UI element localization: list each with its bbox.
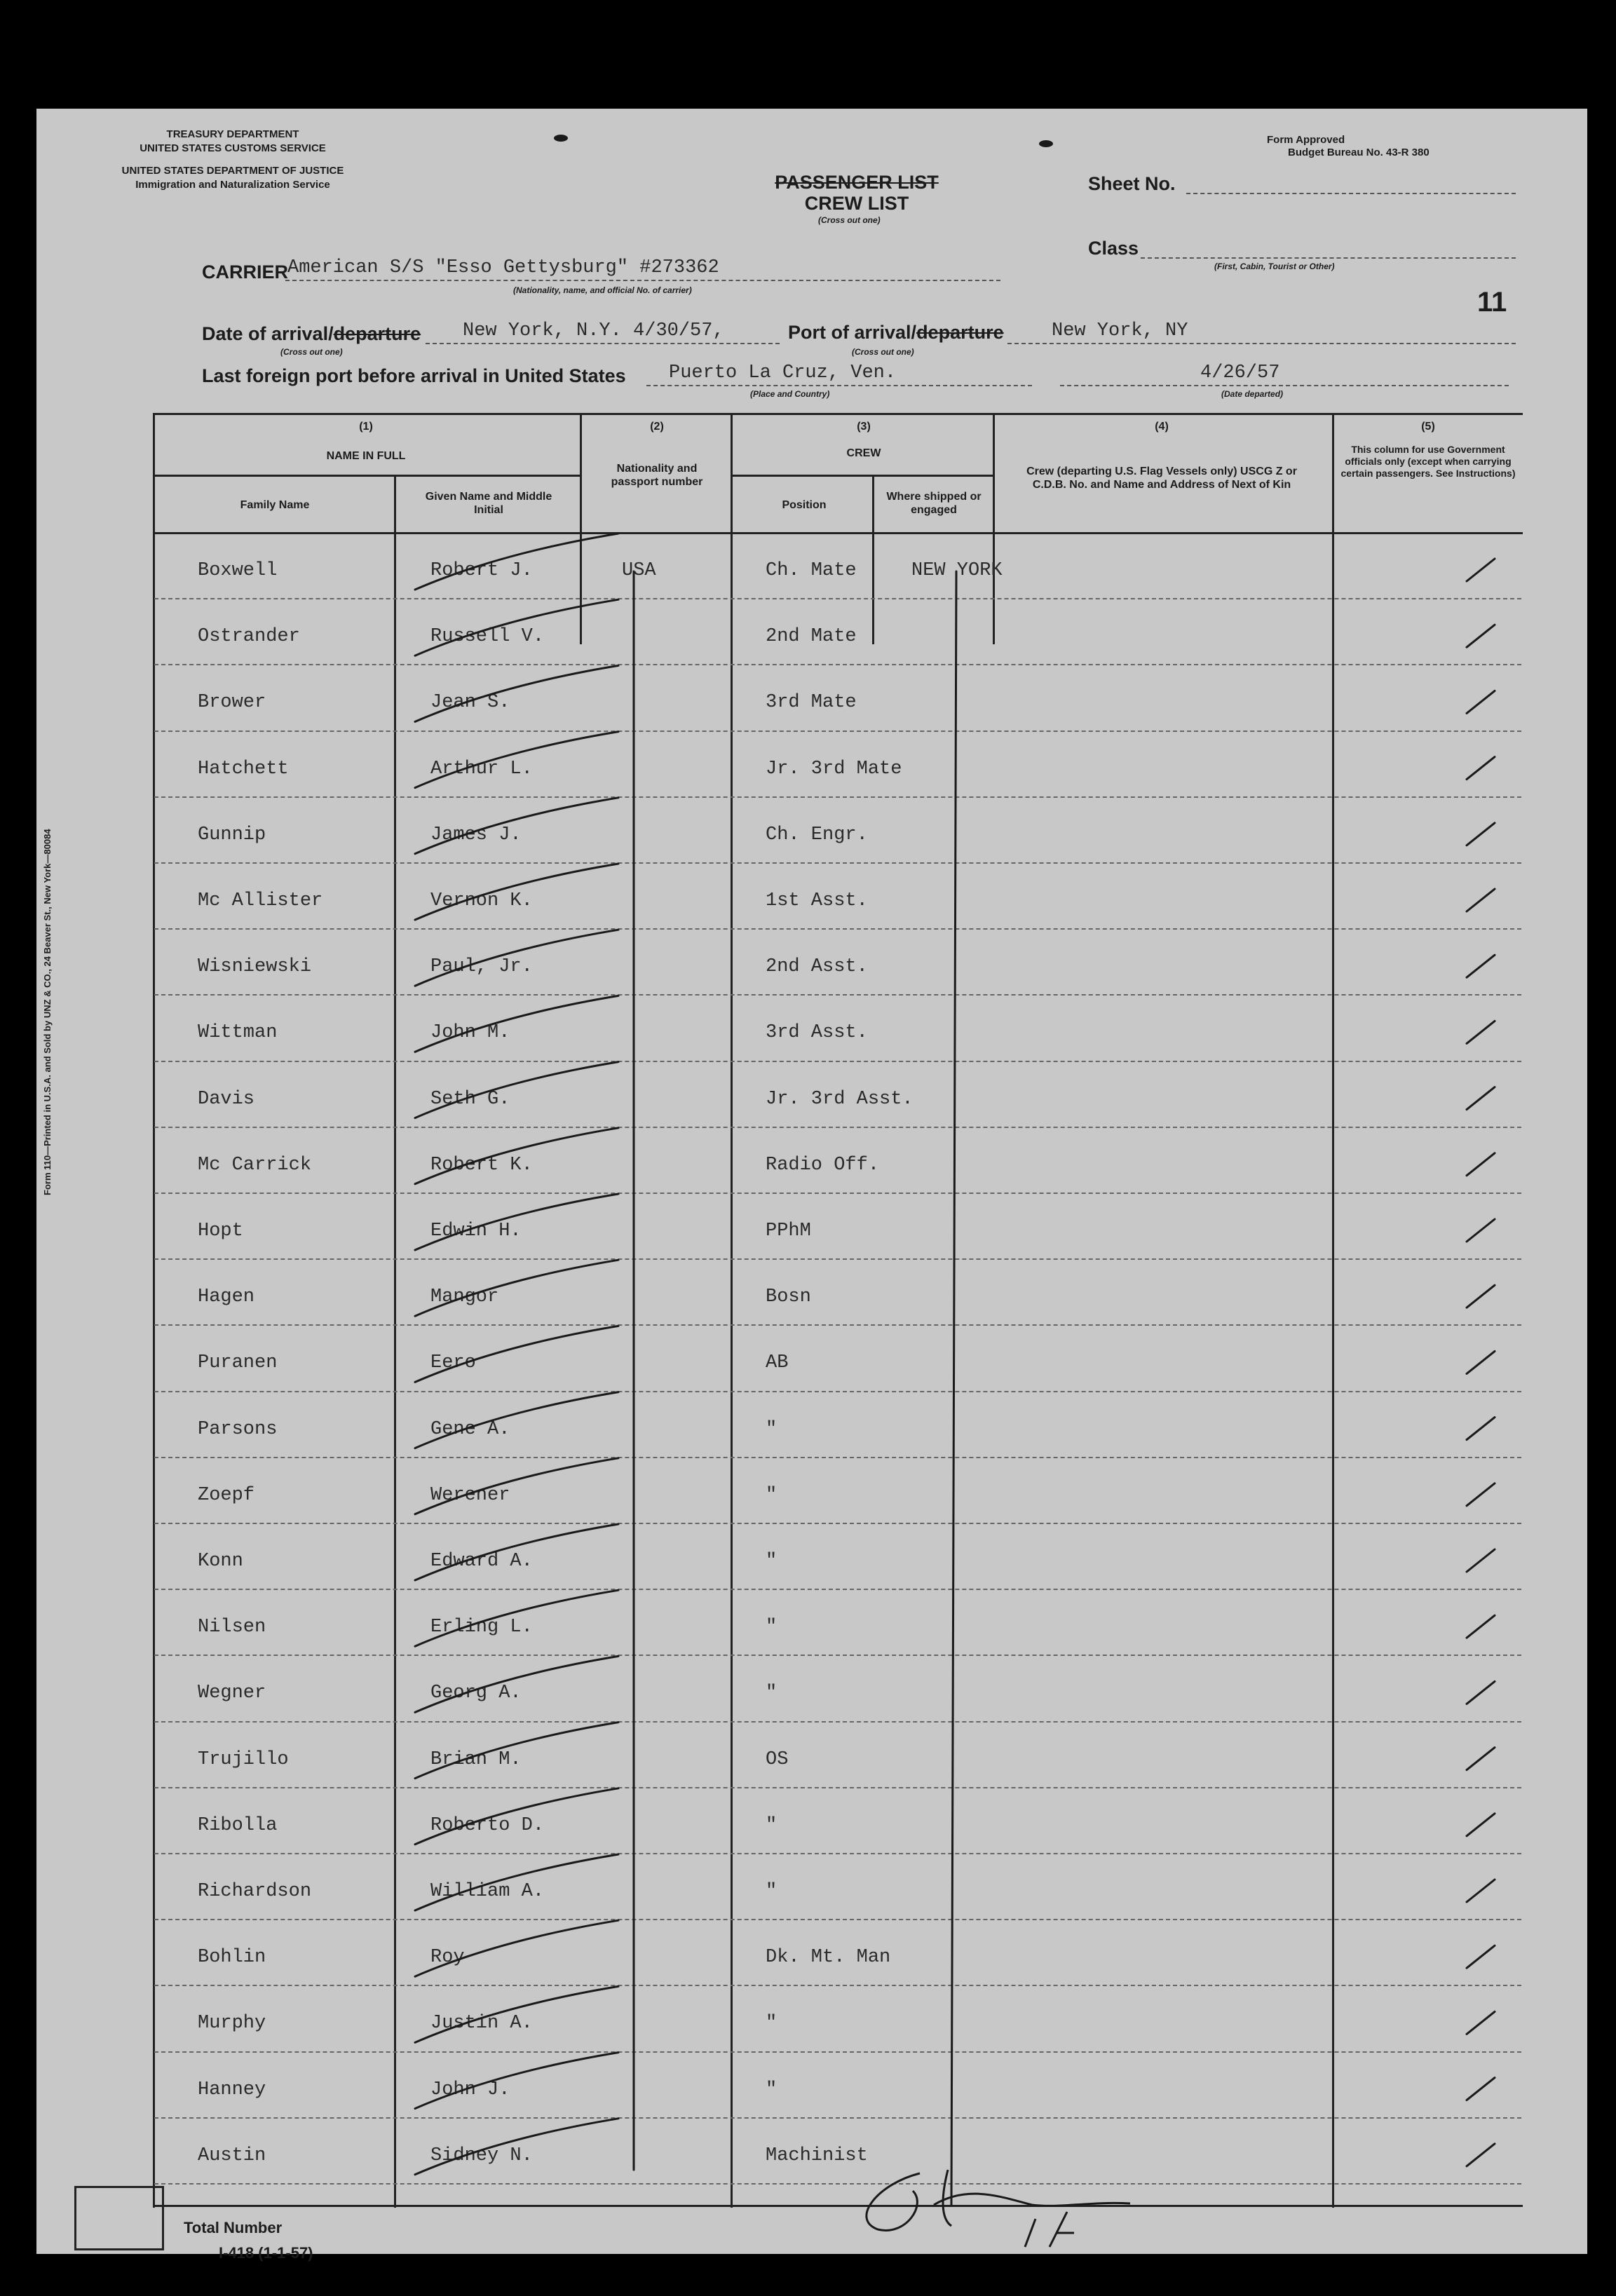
official-check-mark (1467, 1814, 1495, 1836)
col1-title: NAME IN FULL (326, 450, 406, 462)
table-left-border (153, 413, 155, 2208)
official-check-mark (1467, 2144, 1495, 2166)
divider-kin-official (1332, 413, 1334, 2208)
col3b-where-shipped: Where shipped or engaged (886, 491, 982, 516)
row-separator (154, 1721, 1521, 1723)
official-check-mark (1467, 1615, 1495, 1638)
date-departed-value: 4/26/57 (1200, 362, 1280, 383)
official-check-mark (1467, 757, 1495, 780)
shipped-ditto-line (951, 571, 956, 2205)
list-type-note: (Cross out one) (818, 215, 881, 225)
table-bottom-border (153, 2205, 1523, 2207)
row-separator (154, 1919, 1521, 1920)
position: Jr. 3rd Mate (766, 758, 902, 780)
given-name: Seth G. (430, 1088, 510, 1110)
official-check-mark (1467, 2011, 1495, 2034)
row-separator (154, 1523, 1521, 1524)
family-name: Nilsen (198, 1617, 266, 1638)
family-name: Trujillo (198, 1748, 289, 1770)
carrier-value: American S/S "Esso Gettysburg" #273362 (287, 257, 719, 278)
family-name: Gunnip (198, 824, 266, 845)
row-separator (154, 2117, 1521, 2119)
given-name: Roy (430, 1947, 465, 1969)
official-check-mark (1467, 691, 1495, 713)
position: 2nd Mate (766, 626, 857, 648)
last-port-line (646, 385, 1032, 386)
divider-family-given (394, 475, 396, 2208)
official-check-mark (1467, 1681, 1495, 1704)
given-name: Werener (430, 1484, 510, 1506)
given-name: Edwin H. (430, 1221, 522, 1242)
position: 1st Asst. (766, 890, 868, 911)
family-name: Wegner (198, 1683, 266, 1704)
given-name: Robert J. (430, 560, 533, 581)
position: Bosn (766, 1286, 811, 1308)
col1-number: (1) (359, 421, 373, 433)
position: Ch. Engr. (766, 824, 868, 845)
position: Dk. Mt. Man (766, 1947, 891, 1969)
official-check-mark (1467, 889, 1495, 911)
port-arrival-line (1007, 343, 1516, 344)
family-name: Mc Allister (198, 890, 323, 911)
date-departure-struck: departure (333, 323, 421, 344)
official-check-mark (1467, 1285, 1495, 1307)
family-name: Ribolla (198, 1814, 278, 1836)
row-separator (154, 1324, 1521, 1326)
official-check-mark (1467, 1021, 1495, 1043)
position: " (766, 1551, 778, 1572)
carrier-note: (Nationality, name, and official No. of carrier) (513, 285, 692, 295)
row-separator (154, 1193, 1521, 1194)
date-arrival-line (426, 343, 780, 344)
family-name: Mc Carrick (198, 1154, 312, 1176)
agency-line-2: UNITED STATES CUSTOMS SERVICE (140, 142, 326, 154)
divider-position-shipped (872, 475, 874, 644)
family-name: Davis (198, 1088, 255, 1110)
port-arrival-value: New York, NY (1052, 320, 1188, 341)
position: " (766, 1683, 778, 1704)
family-name: Hatchett (198, 758, 289, 780)
official-check-mark (1467, 955, 1495, 977)
agency-line-4: Immigration and Naturalization Service (135, 179, 330, 191)
row-separator (154, 2183, 1521, 2185)
class-label: Class (1088, 238, 1139, 259)
date-arrival-label (202, 323, 421, 345)
name-subheader-line (153, 475, 582, 477)
given-name: Justin A. (430, 2013, 533, 2035)
official-check-mark (1467, 559, 1495, 581)
nationality: USA (622, 560, 656, 581)
divider-nationality-crew (731, 413, 733, 2208)
port-arrival-label-a: Port of arrival/ (788, 322, 917, 343)
official-check-mark (1467, 1153, 1495, 1176)
row-separator (154, 664, 1521, 665)
family-name: Boxwell (198, 560, 278, 581)
divider-crew-kin (993, 413, 995, 644)
given-name: Erling L. (430, 1617, 533, 1638)
family-name: Austin (198, 2145, 266, 2166)
page-number: 11 (1477, 287, 1507, 318)
given-name: Vernon K. (430, 890, 533, 911)
given-name: Edward A. (430, 1551, 533, 1572)
row-separator (154, 731, 1521, 732)
handwriting-marks (36, 109, 1587, 2254)
position: Ch. Mate (766, 560, 857, 581)
family-name: Brower (198, 692, 266, 714)
row-separator (154, 1655, 1521, 1656)
col3a-position: Position (782, 499, 827, 511)
class-line (1141, 257, 1516, 259)
family-name: Murphy (198, 2013, 266, 2035)
family-name: Konn (198, 1551, 243, 1572)
printer-imprint: Form 110—Printed in U.S.A. and Sold by UNZ & CO., 24 Beaver St., New York—80084 (42, 829, 53, 1195)
given-name: Robert K. (430, 1154, 533, 1176)
row-separator (154, 2051, 1521, 2053)
position: " (766, 2079, 778, 2100)
given-name: Russell V. (430, 626, 545, 648)
given-name: Jean S. (430, 692, 510, 714)
row-separator (154, 994, 1521, 996)
family-name: Richardson (198, 1881, 312, 1902)
row-separator (154, 1061, 1521, 1062)
passenger-list-title: PASSENGER LIST (775, 172, 939, 193)
family-name: Hopt (198, 1221, 243, 1242)
date-arrival-label-a: Date of arrival/ (202, 323, 334, 344)
official-check-mark (1467, 1549, 1495, 1572)
signature (867, 2170, 1130, 2247)
divider-name-nationality (580, 413, 582, 644)
position: " (766, 1484, 778, 1506)
last-port-label: Last foreign port before arrival in United States (202, 365, 626, 386)
carrier-label: CARRIER (202, 261, 289, 283)
given-name: Sidney N. (430, 2145, 533, 2166)
official-check-mark (1467, 2078, 1495, 2100)
given-name: Mangor (430, 1286, 499, 1308)
carrier-line (285, 280, 1000, 281)
col1a-family-name: Family Name (240, 499, 310, 511)
family-name: Zoepf (198, 1484, 255, 1506)
row-separator (154, 1127, 1521, 1128)
position: 3rd Mate (766, 692, 857, 714)
family-name: Ostrander (198, 626, 300, 648)
total-number-box (74, 2186, 164, 2250)
sheet-number-line (1186, 193, 1516, 194)
agency-line-3: UNITED STATES DEPARTMENT OF JUSTICE (121, 165, 344, 177)
row-separator (154, 1589, 1521, 1590)
given-name: Brian M. (430, 1748, 522, 1770)
class-note: (First, Cabin, Tourist or Other) (1214, 261, 1335, 271)
given-name: Gene A. (430, 1418, 510, 1440)
position: " (766, 1881, 778, 1902)
form-approved: Form Approved (1267, 134, 1345, 146)
date-arrival-value: New York, N.Y. 4/30/57, (463, 320, 724, 341)
agency-line-1: TREASURY DEPARTMENT (166, 128, 299, 140)
where-shipped: NEW YORK (911, 560, 1003, 581)
form-code: I-418 (1-1-57) (219, 2244, 313, 2262)
given-name: Arthur L. (430, 758, 533, 780)
date-arrival-note: (Cross out one) (280, 347, 343, 357)
row-separator (154, 1853, 1521, 1854)
port-arrival-note: (Cross out one) (852, 347, 914, 357)
table-top-border (153, 413, 1523, 415)
official-check-mark (1467, 1880, 1495, 1902)
position: Jr. 3rd Asst. (766, 1088, 914, 1110)
col3-title: CREW (846, 447, 881, 459)
position: Radio Off. (766, 1154, 880, 1176)
row-separator (154, 928, 1521, 930)
position: OS (766, 1748, 789, 1770)
family-name: Wisniewski (198, 956, 312, 978)
col1b-given-name: Given Name and Middle Initial (425, 491, 552, 516)
given-name: James J. (430, 824, 522, 845)
position: " (766, 1617, 778, 1638)
family-name: Wittman (198, 1022, 278, 1044)
official-check-mark (1467, 1748, 1495, 1770)
row-separator (154, 1391, 1521, 1392)
row-separator (154, 1787, 1521, 1788)
total-number-label: Total Number (184, 2219, 283, 2236)
given-name: Georg A. (430, 1683, 522, 1704)
row-separator (154, 796, 1521, 798)
official-check-mark (1467, 1087, 1495, 1110)
family-name: Hanney (198, 2079, 266, 2100)
position: PPhM (766, 1221, 811, 1242)
family-name: Bohlin (198, 1947, 266, 1969)
family-name: Parsons (198, 1418, 278, 1440)
given-name: John M. (430, 1022, 510, 1044)
date-departed-line (1060, 385, 1509, 386)
given-name: Roberto D. (430, 1814, 545, 1836)
col2-number: (2) (650, 421, 664, 433)
crew-list-form (36, 109, 1587, 2262)
row-separator (154, 1258, 1521, 1260)
official-check-mark (1467, 1219, 1495, 1242)
col3-number: (3) (857, 421, 871, 433)
port-arrival-label (788, 322, 1004, 344)
position: " (766, 2013, 778, 2035)
row-separator (154, 598, 1521, 599)
position: 2nd Asst. (766, 956, 868, 978)
official-check-mark (1467, 823, 1495, 845)
sheet-number-label: Sheet No. (1088, 173, 1176, 194)
col5-title: This column for use Government officials only (except when carrying certain passengers. See Instructions) (1340, 444, 1516, 479)
family-name: Puranen (198, 1352, 278, 1374)
col5-number: (5) (1421, 421, 1435, 433)
registration-dots (554, 135, 1053, 147)
last-port-note: (Place and Country) (750, 389, 830, 399)
budget-bureau-number: Budget Bureau No. 43-R 380 (1288, 147, 1430, 158)
official-check-mark (1467, 1945, 1495, 1968)
header-bottom-line (153, 532, 1523, 534)
official-check-mark (1467, 1483, 1495, 1506)
given-name: John J. (430, 2079, 510, 2100)
position: Machinist (766, 2145, 868, 2166)
given-name: Paul, Jr. (430, 956, 533, 978)
position: " (766, 1418, 778, 1440)
family-name: Hagen (198, 1286, 255, 1308)
official-check-mark (1467, 625, 1495, 647)
last-port-value: Puerto La Cruz, Ven. (669, 362, 897, 383)
official-check-mark (1467, 1418, 1495, 1440)
position: " (766, 1814, 778, 1836)
date-departed-note: (Date departed) (1221, 389, 1284, 399)
given-name: Eero (430, 1352, 476, 1374)
crew-subheader-line (731, 475, 994, 477)
given-name: William A. (430, 1881, 545, 1902)
crew-list-title: CREW LIST (804, 193, 909, 214)
port-departure-struck: departure (916, 322, 1004, 343)
position: 3rd Asst. (766, 1022, 868, 1044)
official-check-mark (1467, 1351, 1495, 1373)
col4-number: (4) (1155, 421, 1169, 433)
row-separator (154, 862, 1521, 864)
row-separator (154, 1457, 1521, 1458)
col4-title: Crew (departing U.S. Flag Vessels only) USCG Z or C.D.B. No. and Name and Address of Next of Kin (1026, 466, 1297, 491)
row-separator (154, 1985, 1521, 1986)
position: AB (766, 1352, 789, 1374)
col2-title: Nationality and passport number (611, 463, 703, 488)
